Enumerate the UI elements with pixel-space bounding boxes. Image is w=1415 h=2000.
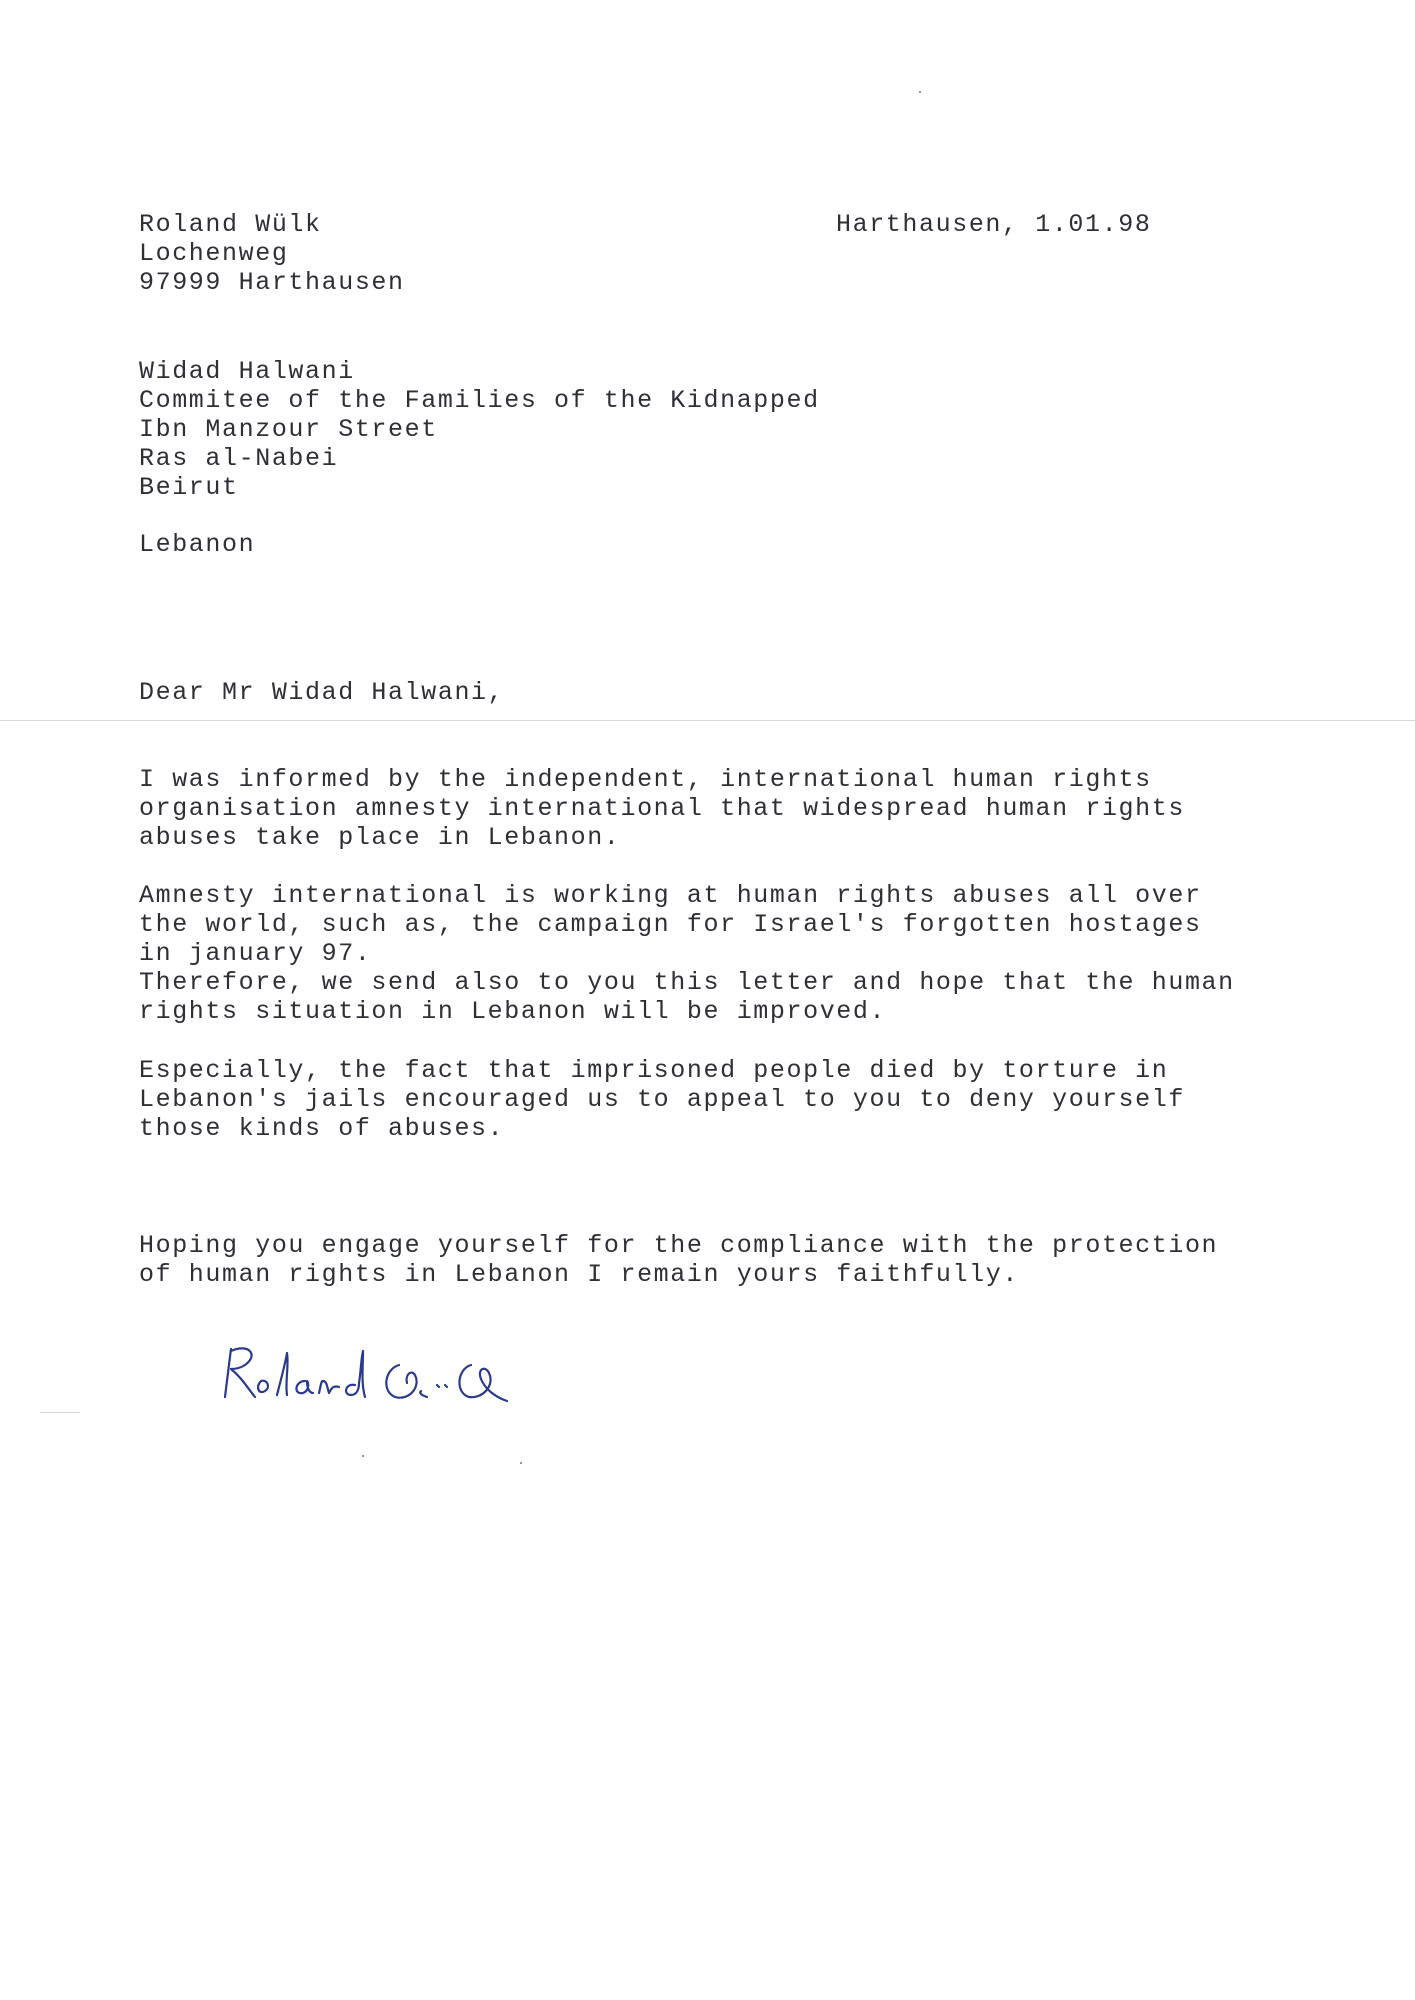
body-line: I was informed by the independent, international human rights — [139, 765, 1152, 794]
salutation-text: Dear Mr Widad Halwani, — [139, 678, 505, 707]
recipient-name: Widad Halwani — [139, 357, 355, 386]
body-paragraph-3 — [139, 1056, 1185, 1143]
handwritten-signature — [215, 1335, 555, 1415]
paper-fold-line — [0, 720, 1415, 721]
body-line: organisation amnesty international that widespread human rights — [139, 794, 1185, 823]
sender-address — [139, 210, 405, 297]
body-line: in january 97. — [139, 939, 372, 968]
recipient-organisation: Commitee of the Families of the Kidnapped — [139, 386, 820, 415]
recipient-street: Ibn Manzour Street — [139, 415, 438, 444]
salutation — [139, 678, 504, 707]
closing-line: Hoping you engage yourself for the compliance with the protection — [139, 1231, 1219, 1260]
body-paragraph-1 — [139, 765, 1185, 852]
paper-mark — [40, 1412, 80, 1413]
recipient-address — [139, 357, 820, 502]
sender-street: Lochenweg — [139, 239, 289, 268]
body-line: abuses take place in Lebanon. — [139, 823, 621, 852]
paper-speck — [919, 91, 921, 93]
sender-name: Roland Wülk — [139, 210, 322, 239]
closing-paragraph — [139, 1231, 1218, 1289]
body-line: Therefore, we send also to you this letter and hope that the human — [139, 968, 1235, 997]
sender-city: 97999 Harthausen — [139, 268, 405, 297]
body-line: those kinds of abuses. — [139, 1114, 505, 1143]
signature-strokes — [225, 1348, 507, 1401]
body-line: Especially, the fact that imprisoned people died by torture in — [139, 1056, 1169, 1085]
paper-speck — [520, 1462, 522, 1464]
paper-speck — [362, 1455, 364, 1457]
recipient-city: Beirut — [139, 473, 239, 502]
recipient-country: Lebanon — [139, 530, 256, 559]
body-paragraph-2 — [139, 881, 1235, 1026]
date-line: Harthausen, 1.01.98 — [836, 210, 1152, 239]
body-line: rights situation in Lebanon will be improved. — [139, 997, 887, 1026]
body-line: Amnesty international is working at human rights abuses all over — [139, 881, 1202, 910]
body-line: the world, such as, the campaign for Israel's forgotten hostages — [139, 910, 1202, 939]
body-line: Lebanon's jails encouraged us to appeal to you to deny yourself — [139, 1085, 1185, 1114]
closing-line: of human rights in Lebanon I remain yours faithfully. — [139, 1260, 1019, 1289]
recipient-district: Ras al-Nabei — [139, 444, 339, 473]
recipient-country-block — [139, 530, 255, 559]
